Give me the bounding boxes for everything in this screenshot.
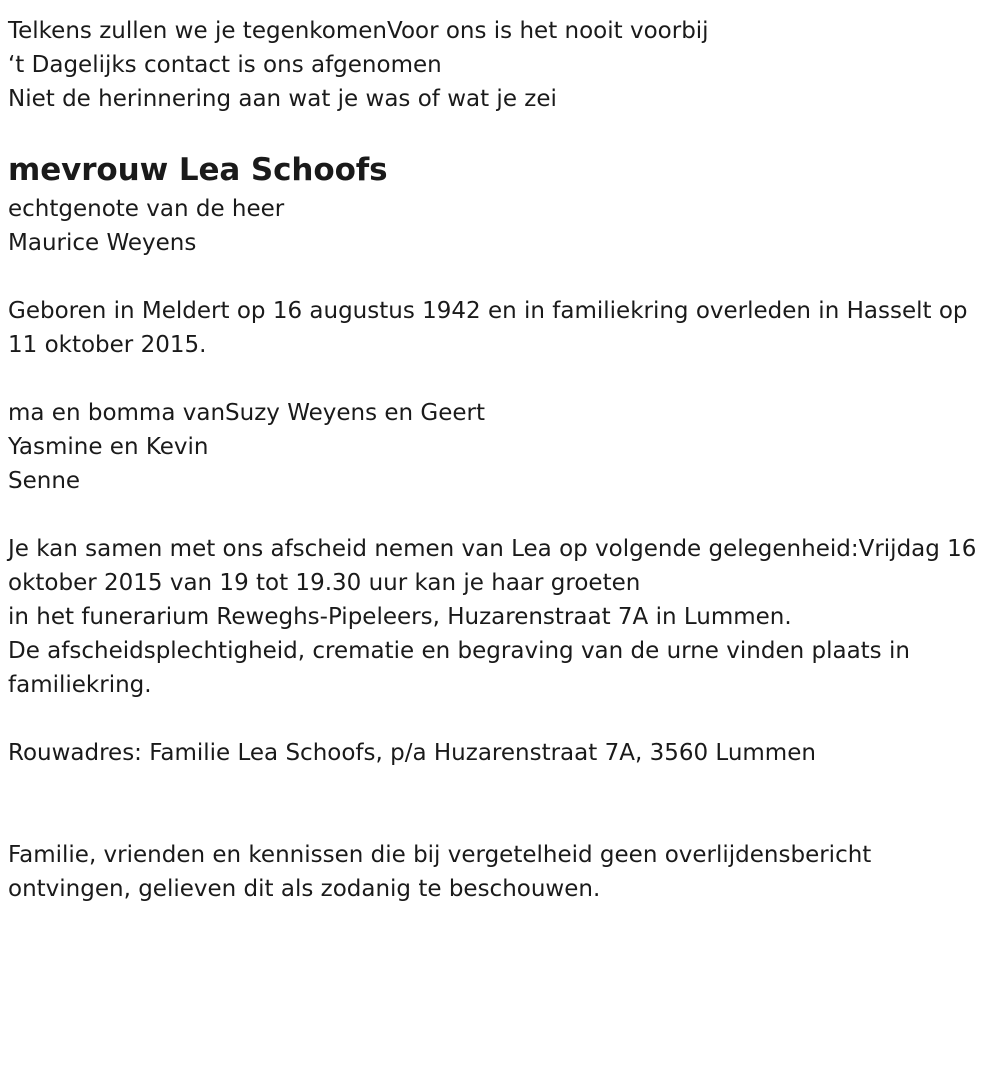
poem-line-2: ‘t Dagelijks contact is ons afgenomen [8,52,442,78]
mourning-address-block [8,736,982,770]
farewell-ceremony: De afscheidsplechtigheid, crematie en begraving van de urne vinden plaats in familiekring. [8,638,918,698]
deceased-relation-label: echtgenote van de heer [8,196,285,222]
life-dates-text: Geboren in Meldert op 16 augustus 1942 en in familiekring overleden in Hasselt op 11 oktober 2015. [8,298,975,358]
family-line-1: ma en bomma vanSuzy Weyens en Geert [8,400,486,426]
family-line-3: Senne [8,468,81,494]
family-block [8,396,982,498]
life-dates-block [8,294,982,362]
farewell-intro: Je kan samen met ons afscheid nemen van Lea op volgende gelegenheid:Vrijdag 16 oktober 2015 van 19 tot 19.30 uur kan je haar groeten [8,536,984,596]
notice-text: Familie, vrienden en kennissen die bij vergetelheid geen overlijdensbericht ontvingen, gelieven dit als zodanig te beschouwen. [8,842,879,902]
notice-block [8,838,982,906]
poem-line-1: Telkens zullen we je tegenkomenVoor ons is het nooit voorbij [8,18,709,44]
farewell-block [8,532,982,702]
farewell-location: in het funerarium Reweghs-Pipeleers, Huzarenstraat 7A in Lummen. [8,604,792,630]
deceased-block [8,150,982,260]
mourning-address-text: Rouwadres: Familie Lea Schoofs, p/a Huzarenstraat 7A, 3560 Lummen [8,740,816,766]
deceased-name: mevrouw Lea Schoofs [8,152,388,188]
deceased-spouse-name: Maurice Weyens [8,230,197,256]
family-line-2: Yasmine en Kevin [8,434,209,460]
poem-block [8,14,982,116]
poem-line-3: Niet de herinnering aan wat je was of wat je zei [8,86,557,112]
